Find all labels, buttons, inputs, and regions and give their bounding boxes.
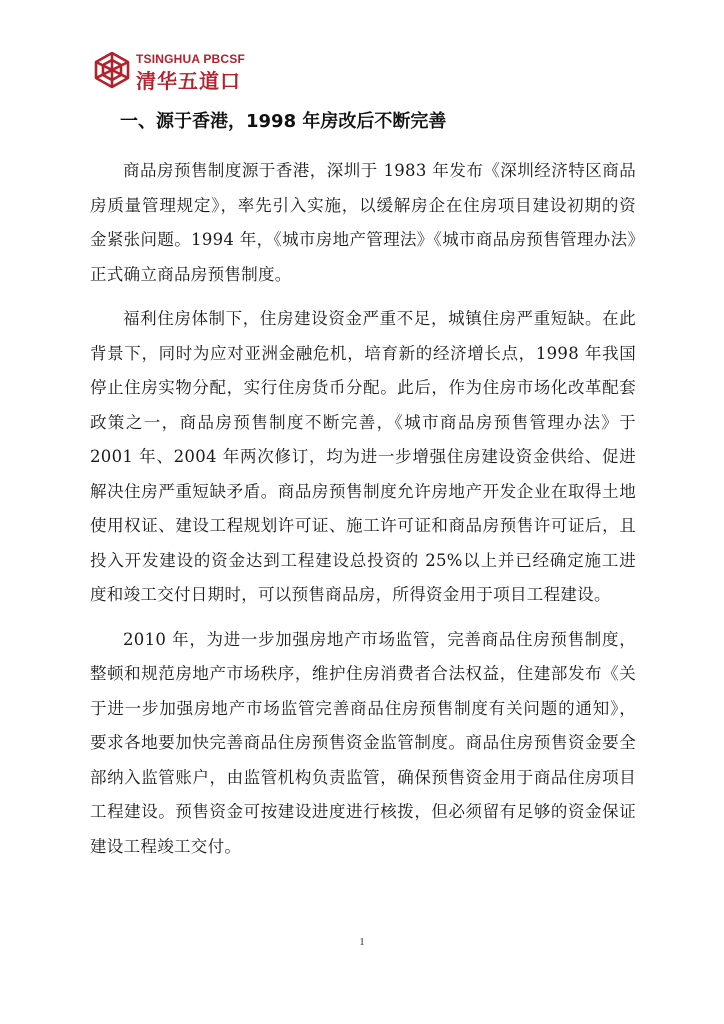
logo-chinese-text: 清华五道口 [136,69,241,93]
section-heading: 一、源于香港，1998 年房改后不断完善 [120,111,447,132]
logo-english-text: TSINGHUA PBCSF [136,52,246,66]
tsinghua-pbcsf-logo [92,48,252,92]
document-body [90,104,636,874]
page-number: 1 [359,936,365,948]
pbcsf-emblem-icon [92,50,132,90]
paragraph-2010-regulation: 2010 年，为进一步加强房地产市场监管，完善商品住房预售制度，整顿和规范房地产市场秩序，维护住房消费者合法权益，住建部发布《关于进一步加强房地产市场监管完善商品住房预售制度有关问题的通知》，要求各地要加快完善商品住房预售资金监管制度。商品住房预售资金要全部纳入监管账户，由监管机构负责监管，确保预售资金用于商品住房项目工程建设。预售资金可按建设进度进行核拨，但必须留有足够的资金保证建设工程竣工交付。 [90,629,636,856]
paragraph-housing-reform: 福利住房体制下，住房建设资金严重不足，城镇住房严重短缺。在此背景下，同时为应对亚洲金融危机，培育新的经济增长点，1998 年我国停止住房实物分配，实行住房货币分配。此后，作为住房市场化改革配套政策之一，商品房预售制度不断完善，《城市商品房预售管理办法》于 2001 年、2004 年两次修订，均为进一步增强住房建设资金供给、促进解决住房严重短缺矛盾。商品房预售制度允许房地产开发企业在取得土地使用权证、建设工程规划许可证、施工许可证和商品房预售许可证后，且投入开发建设的资金达到工程建设总投资的 25%以上并已经确定施工进度和竣工交付日期时，可以预售商品房，所得资金用于项目工程建设。 [90,309,636,604]
paragraph-origin: 商品房预售制度源于香港，深圳于 1983 年发布《深圳经济特区商品房质量管理规定》，率先引入实施，以缓解房企在住房项目建设初期的资金紧张问题。1994 年，《城市房地产管理法》《城市商品房预售管理办法》正式确立商品房预售制度。 [90,161,636,284]
